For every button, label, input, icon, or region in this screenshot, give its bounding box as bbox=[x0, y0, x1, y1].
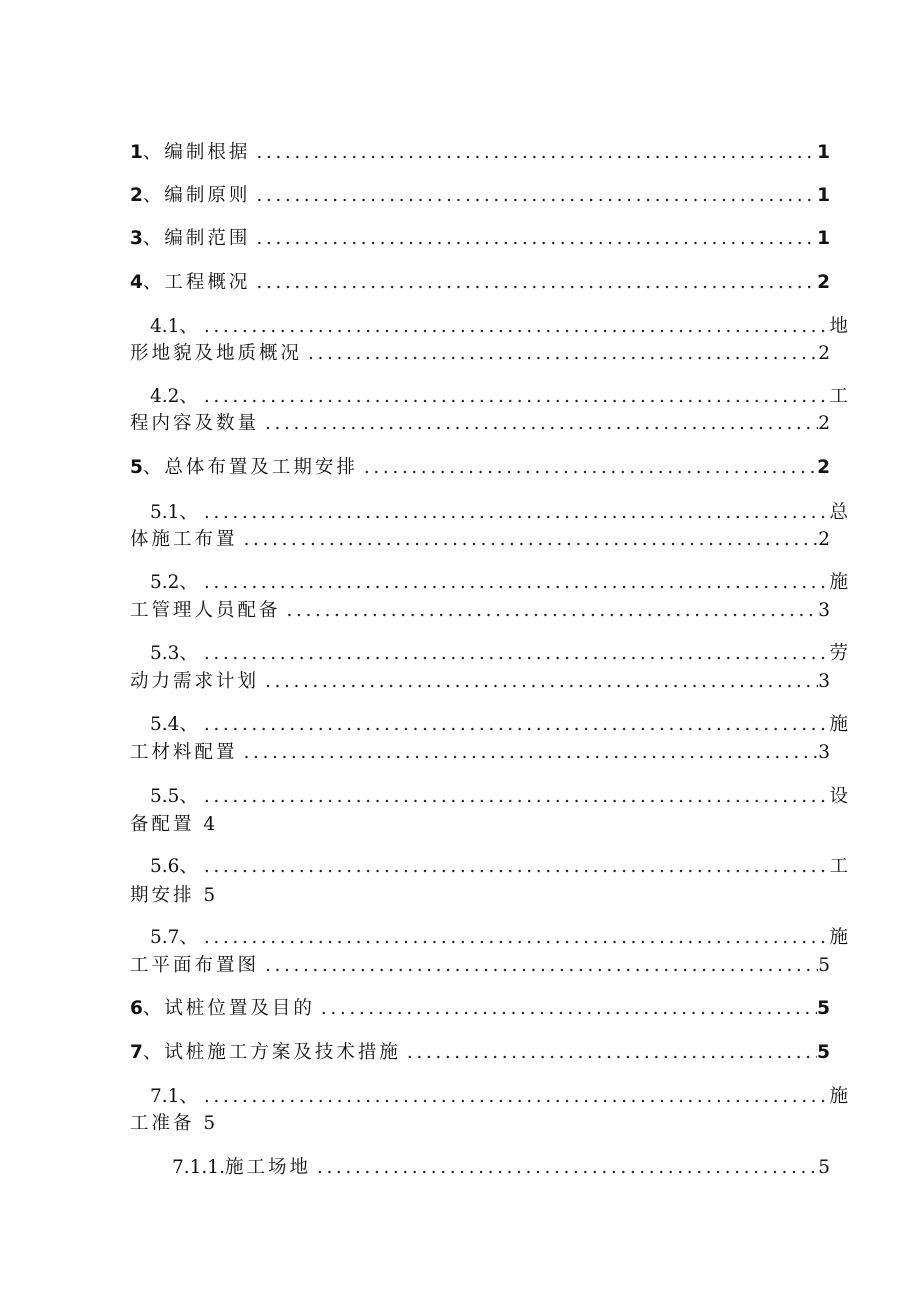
toc-entry-number: 4 bbox=[130, 272, 143, 293]
toc-entry-5-2-continued[interactable] bbox=[130, 600, 830, 622]
toc-leader-dots bbox=[238, 742, 819, 764]
toc-page-number: 5 bbox=[818, 1157, 830, 1178]
toc-entry-5-6-continued[interactable] bbox=[130, 885, 830, 907]
toc-entry-5-6[interactable] bbox=[150, 856, 848, 878]
toc-entry-title-wrap: 设 bbox=[829, 786, 848, 807]
toc-entry-7-1[interactable] bbox=[150, 1086, 848, 1108]
toc-entry-number: 5 bbox=[130, 457, 143, 478]
toc-page-number: 3 bbox=[818, 600, 830, 621]
toc-leader-dots bbox=[281, 600, 819, 622]
toc-entry-title-wrap: 劳 bbox=[829, 643, 848, 664]
toc-page-number: 3 bbox=[818, 742, 830, 763]
toc-page-number: 3 bbox=[818, 671, 830, 692]
toc-entry-title: 程内容及数量 bbox=[130, 413, 260, 434]
toc-entry-title-wrap: 施 bbox=[829, 714, 848, 735]
toc-entry-title: 工材料配置 bbox=[130, 742, 238, 763]
toc-entry-7-1-continued[interactable] bbox=[130, 1113, 830, 1135]
toc-entry-title-wrap: 地 bbox=[829, 316, 848, 337]
toc-leader-dots bbox=[302, 343, 818, 365]
toc-entry-5-5-continued[interactable] bbox=[130, 814, 830, 836]
toc-entry-number: 7 bbox=[130, 1042, 143, 1063]
toc-entry-title: 期安排 5 bbox=[130, 885, 219, 906]
toc-entry-4-2-continued[interactable] bbox=[130, 413, 830, 435]
toc-leader-dots bbox=[198, 1086, 830, 1108]
toc-page-number: 2 bbox=[818, 343, 830, 364]
toc-entry-title: 、编制根据 bbox=[142, 142, 251, 163]
toc-entry-number: 5.5、 bbox=[150, 786, 198, 807]
toc-entry-5-4-continued[interactable] bbox=[130, 742, 830, 764]
toc-leader-dots bbox=[401, 1042, 817, 1064]
toc-leader-dots bbox=[238, 529, 819, 551]
toc-entry-title: 体施工布置 bbox=[130, 529, 238, 550]
toc-entry-4-2[interactable] bbox=[150, 386, 848, 408]
toc-entry-4[interactable] bbox=[130, 272, 830, 294]
toc-entry-6[interactable] bbox=[130, 998, 830, 1020]
toc-entry-number: 2 bbox=[130, 185, 143, 206]
toc-entry-5[interactable] bbox=[130, 457, 830, 479]
toc-entry-number: 5.2、 bbox=[150, 572, 198, 593]
toc-entry-title: 工准备 5 bbox=[130, 1113, 219, 1134]
toc-leader-dots bbox=[198, 643, 830, 665]
toc-entry-5-2[interactable] bbox=[150, 572, 848, 594]
toc-entry-number: 5.6、 bbox=[150, 856, 198, 877]
toc-entry-number: 5.4、 bbox=[150, 714, 198, 735]
toc-leader-dots bbox=[198, 927, 830, 949]
toc-page-number: 2 bbox=[818, 413, 830, 434]
toc-entry-title: 、工程概况 bbox=[142, 272, 251, 293]
toc-page-number: 5 bbox=[817, 998, 830, 1019]
toc-entry-number: 5.3、 bbox=[150, 643, 198, 664]
toc-page-number: 5 bbox=[818, 955, 830, 976]
toc-leader-dots bbox=[198, 786, 830, 808]
toc-entry-number: 1 bbox=[130, 142, 143, 163]
toc-entry-number: 4.1、 bbox=[150, 316, 198, 337]
toc-entry-5-7[interactable] bbox=[150, 927, 848, 949]
toc-page-number: 2 bbox=[818, 529, 830, 550]
toc-entry-4-1[interactable] bbox=[150, 316, 848, 338]
toc-page-number: 2 bbox=[817, 457, 830, 478]
toc-leader-dots bbox=[311, 1157, 818, 1179]
toc-entry-5-3[interactable] bbox=[150, 643, 848, 665]
toc-entry-number: 5.1、 bbox=[150, 502, 198, 523]
toc-entry-title: 备配置 4 bbox=[130, 814, 219, 835]
toc-leader-dots bbox=[250, 142, 817, 164]
toc-entry-3[interactable] bbox=[130, 228, 830, 250]
toc-leader-dots bbox=[198, 316, 830, 338]
toc-entry-5-1[interactable] bbox=[150, 502, 848, 524]
toc-leader-dots bbox=[198, 856, 830, 878]
toc-entry-title: 动力需求计划 bbox=[130, 671, 260, 692]
toc-entry-title-wrap: 工 bbox=[829, 386, 848, 407]
toc-leader-dots bbox=[315, 998, 817, 1020]
toc-entry-7-1-1[interactable] bbox=[172, 1157, 830, 1179]
toc-page-number: 1 bbox=[817, 228, 830, 249]
toc-entry-5-1-continued[interactable] bbox=[130, 529, 830, 551]
toc-leader-dots bbox=[198, 502, 830, 524]
toc-entry-title-wrap: 施 bbox=[829, 927, 848, 948]
toc-leader-dots bbox=[250, 185, 817, 207]
toc-entry-title: 形地貌及地质概况 bbox=[130, 343, 303, 364]
toc-entry-number: 4.2、 bbox=[150, 386, 198, 407]
toc-entry-number: 7.1.1. bbox=[172, 1157, 225, 1178]
toc-entry-title: 、总体布置及工期安排 bbox=[142, 457, 358, 478]
toc-entry-number: 6 bbox=[130, 998, 143, 1019]
toc-entry-title: 、编制原则 bbox=[142, 185, 251, 206]
toc-entry-title: 工平面布置图 bbox=[130, 955, 260, 976]
toc-page-number: 5 bbox=[817, 1042, 830, 1063]
toc-entry-title: 、试桩施工方案及技术措施 bbox=[142, 1042, 401, 1063]
toc-entry-5-7-continued[interactable] bbox=[130, 955, 830, 977]
toc-entry-title-wrap: 工 bbox=[829, 856, 848, 877]
toc-leader-dots bbox=[259, 413, 818, 435]
toc-entry-7[interactable] bbox=[130, 1042, 830, 1064]
toc-leader-dots bbox=[250, 272, 817, 294]
toc-leader-dots bbox=[198, 386, 830, 408]
toc-page-number: 1 bbox=[817, 142, 830, 163]
toc-entry-title: 工管理人员配备 bbox=[130, 600, 281, 621]
toc-entry-number: 3 bbox=[130, 228, 143, 249]
toc-leader-dots bbox=[259, 955, 818, 977]
toc-entry-4-1-continued[interactable] bbox=[130, 343, 830, 365]
toc-leader-dots bbox=[198, 572, 830, 594]
toc-page-number: 2 bbox=[817, 272, 830, 293]
toc-entry-title-wrap: 施 bbox=[829, 572, 848, 593]
toc-entry-number: 7.1、 bbox=[150, 1086, 198, 1107]
toc-entry-5-5[interactable] bbox=[150, 786, 848, 808]
toc-leader-dots bbox=[250, 228, 817, 250]
toc-entry-2[interactable] bbox=[130, 185, 830, 207]
toc-leader-dots bbox=[198, 714, 830, 736]
toc-entry-title: 、编制范围 bbox=[142, 228, 251, 249]
toc-entry-5-4[interactable] bbox=[150, 714, 848, 736]
toc-entry-5-3-continued[interactable] bbox=[130, 671, 830, 693]
toc-page-number: 1 bbox=[817, 185, 830, 206]
toc-entry-title-wrap: 施 bbox=[829, 1086, 848, 1107]
toc-entry-title: 施工场地 bbox=[224, 1157, 311, 1178]
toc-entry-1[interactable] bbox=[130, 142, 830, 164]
toc-leader-dots bbox=[358, 457, 817, 479]
toc-entry-title-wrap: 总 bbox=[829, 502, 848, 523]
toc-leader-dots bbox=[259, 671, 818, 693]
toc-entry-number: 5.7、 bbox=[150, 927, 198, 948]
toc-entry-title: 、试桩位置及目的 bbox=[142, 998, 315, 1019]
